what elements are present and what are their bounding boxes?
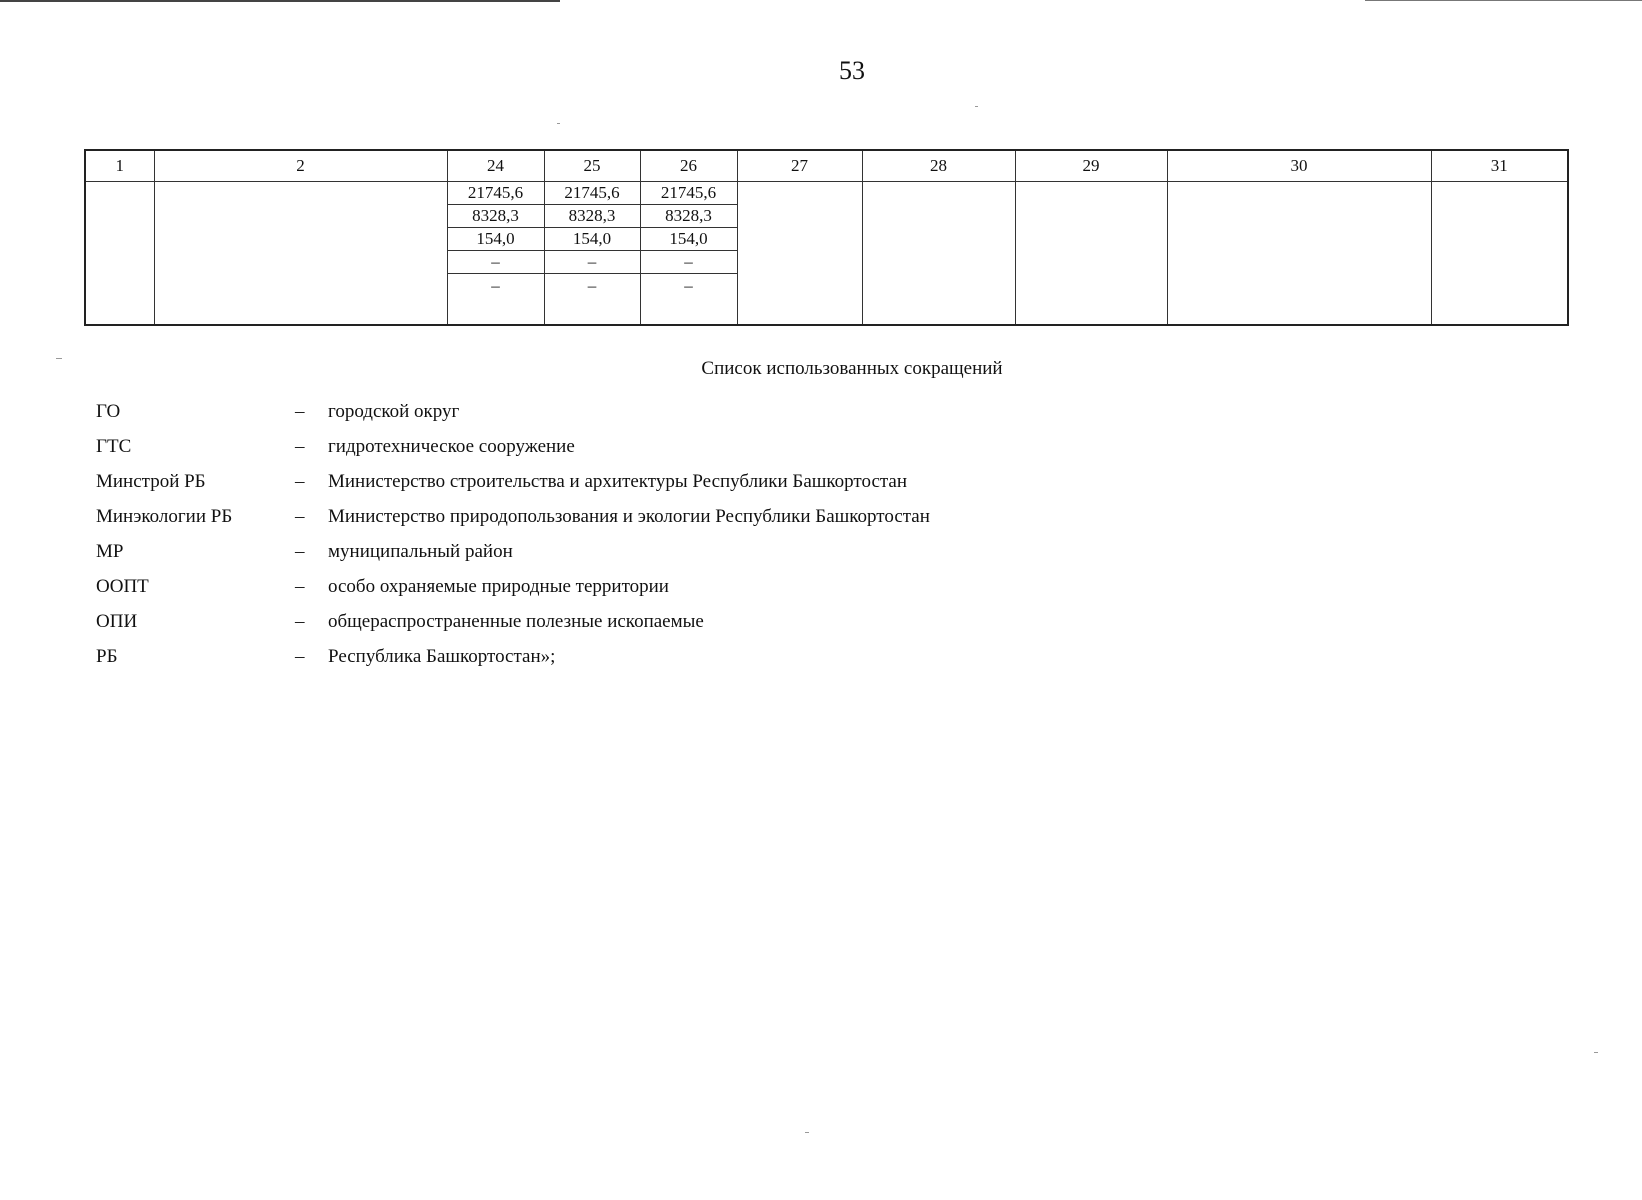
table-header-row	[85, 150, 1568, 182]
dash-separator: –	[295, 401, 305, 422]
dash-separator: –	[295, 576, 305, 597]
dash-separator: –	[295, 471, 305, 492]
table-cell-col26	[640, 182, 737, 326]
header-cell: 26	[640, 150, 737, 182]
scan-speck	[557, 123, 560, 124]
table-value: –	[641, 251, 737, 274]
table-value: –	[491, 276, 500, 295]
table-value: 21745,6	[448, 182, 544, 205]
dash-separator: –	[295, 506, 305, 527]
header-cell: 27	[737, 150, 862, 182]
scan-top-rule	[0, 0, 560, 2]
table-cell-empty	[1431, 182, 1568, 326]
abbreviations-title: Список использованных сокращений	[701, 358, 1003, 379]
table-cell-empty	[154, 182, 447, 326]
table-cell-empty	[1167, 182, 1431, 326]
dash-separator: –	[295, 646, 305, 667]
list-item	[96, 471, 1196, 506]
abbreviation-term: ГТС	[96, 436, 132, 457]
header-cell: 31	[1431, 150, 1568, 182]
scan-top-rule-right	[1365, 0, 1642, 1]
table-value: –	[587, 276, 597, 295]
table-value: –	[684, 276, 693, 295]
dash-separator: –	[295, 611, 305, 632]
abbreviation-definition: общераспространенные полезные ископаемые	[328, 611, 704, 632]
abbreviation-definition: городской округ	[328, 401, 460, 422]
abbreviation-term: Минстрой РБ	[96, 471, 206, 492]
table-value: 21745,6	[641, 182, 737, 205]
table-value: 21745,6	[545, 182, 640, 205]
abbreviation-term: ГО	[96, 401, 121, 422]
abbreviation-term: Минэкологии РБ	[96, 506, 233, 527]
scan-speck	[975, 106, 978, 107]
header-cell: 29	[1015, 150, 1167, 182]
table-cell-empty	[862, 182, 1015, 326]
table-cell-empty	[1015, 182, 1167, 326]
list-item	[96, 401, 1196, 436]
table-value: 154,0	[545, 228, 640, 251]
abbreviation-term: МР	[96, 541, 124, 562]
table-value: –	[448, 251, 544, 274]
scan-speck	[805, 1132, 809, 1133]
header-cell: 2	[154, 150, 447, 182]
abbreviation-definition: Республика Башкортостан»;	[328, 646, 556, 667]
table-value: –	[545, 251, 640, 274]
table-row	[85, 182, 1568, 326]
header-cell: 25	[544, 150, 640, 182]
table-cell-col24	[447, 182, 544, 326]
scan-speck	[1594, 1052, 1598, 1053]
abbreviation-definition: гидротехническое сооружение	[328, 436, 575, 457]
list-item	[96, 541, 1196, 576]
table-value: 154,0	[448, 228, 544, 251]
table-cell-col25	[544, 182, 640, 326]
header-cell: 30	[1167, 150, 1431, 182]
table-cell-empty	[85, 182, 154, 326]
table-value: 8328,3	[448, 205, 544, 228]
data-table	[84, 149, 1569, 326]
page-number: 53	[839, 56, 865, 85]
abbreviations-list	[96, 401, 1196, 681]
abbreviation-term: РБ	[96, 646, 118, 667]
list-item	[96, 646, 1196, 681]
abbreviation-term: ОПИ	[96, 611, 138, 632]
scan-speck	[56, 358, 62, 359]
abbreviation-term: ООПТ	[96, 576, 149, 597]
list-item	[96, 506, 1196, 541]
table-value: 8328,3	[545, 205, 640, 228]
table-value: 8328,3	[641, 205, 737, 228]
header-cell: 1	[85, 150, 154, 182]
header-cell: 24	[447, 150, 544, 182]
dash-separator: –	[295, 436, 305, 457]
abbreviation-definition: Министерство природопользования и экологии Республики Башкортостан	[328, 506, 930, 527]
abbreviation-definition: Министерство строительства и архитектуры Республики Башкортостан	[328, 471, 908, 492]
abbreviation-definition: особо охраняемые природные территории	[328, 576, 669, 597]
header-cell: 28	[862, 150, 1015, 182]
table-value: 154,0	[641, 228, 737, 251]
table-cell-empty	[737, 182, 862, 326]
dash-separator: –	[295, 541, 305, 562]
list-item	[96, 436, 1196, 471]
list-item	[96, 576, 1196, 611]
abbreviation-definition: муниципальный район	[328, 541, 513, 562]
list-item	[96, 611, 1196, 646]
